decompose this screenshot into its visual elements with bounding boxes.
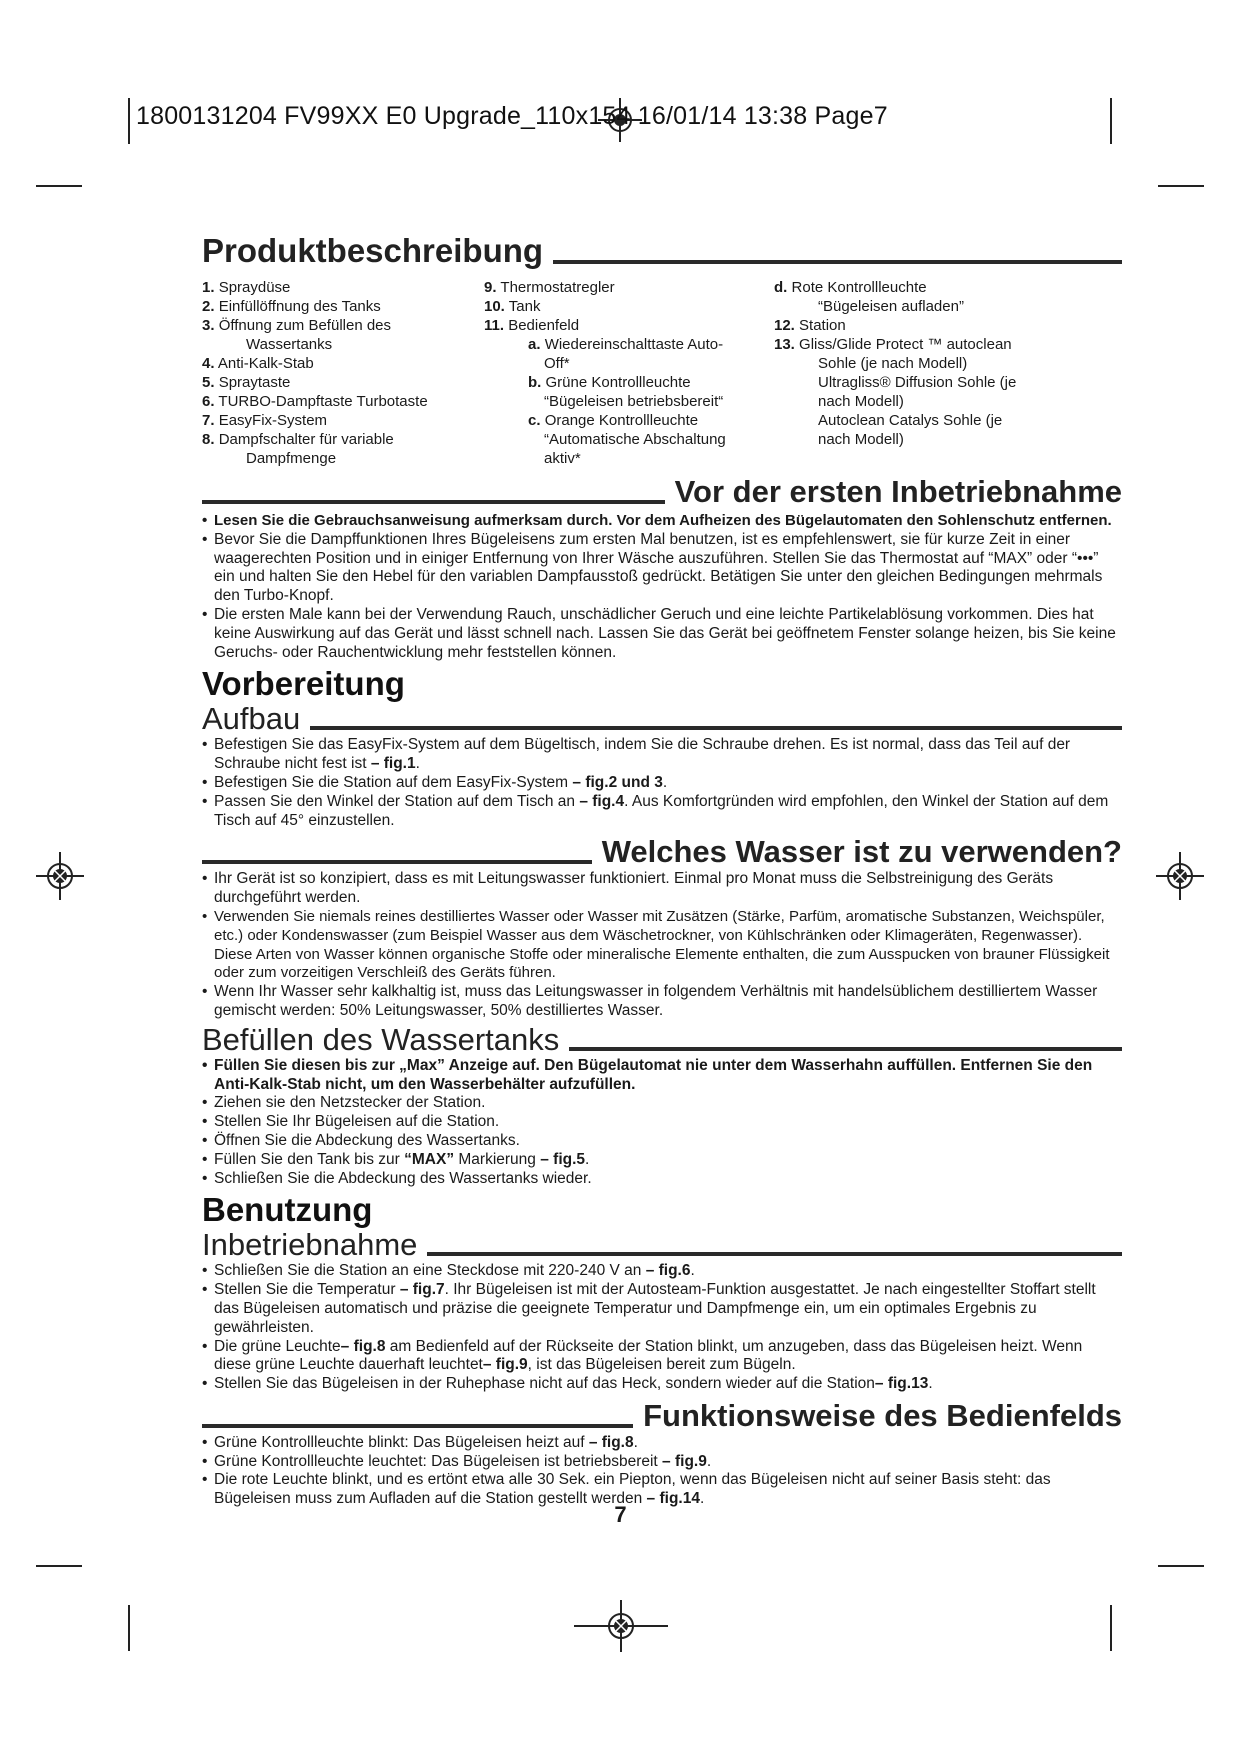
list-item: • Schließen Sie die Abdeckung des Wassertanks wieder.	[202, 1170, 1122, 1189]
item-text: Wiedereinschalttaste Auto-	[544, 336, 724, 353]
parts-list-item	[202, 430, 484, 449]
figure-ref: – fig.4	[579, 792, 625, 810]
item-text: Stellen Sie das Bügeleisen in der Ruhephase nicht auf das Heck, sondern wieder auf die Station	[214, 1375, 875, 1393]
item-number: 8.	[202, 431, 215, 448]
heading-text: Aufbau	[202, 701, 301, 737]
item-text: . Aus Komfortgründen wird empfohlen, den Winkel der Station auf dem Tisch auf 45° einzustellen.	[214, 792, 1109, 829]
heading-rule	[427, 1252, 1122, 1256]
heading-text: Inbetriebnahme	[202, 1227, 418, 1263]
heading-text: Befüllen des Wassertanks	[202, 1021, 560, 1057]
crop-mark-bottom-left-vertical	[128, 1605, 130, 1651]
item-number: 6.	[202, 393, 215, 410]
parts-list-item	[774, 411, 1074, 430]
list-item	[202, 774, 1122, 793]
item-text: Sohle (je nach Modell)	[818, 355, 968, 372]
item-text: “Bügeleisen betriebsbereit“	[544, 393, 724, 410]
figure-ref: – fig.7	[399, 1281, 445, 1299]
parts-list-item	[484, 430, 774, 449]
parts-list-item	[484, 335, 774, 354]
list-item: • Verwenden Sie niemals reines destilliertes Wasser oder Wasser mit Zusätzen (Stärke, Parfüm, aromatische Substanzen, Weichspüler, etc.) oder Kondenswasser (zum Beispiel Wasser aus dem Wäschetrockner, von Kühlschränken oder Klimageräten, Regenwasser). Diese Arten von Wasser können organische Stoffe oder mineralische Elemente enthalten, die zum Ausspucken von brauner Flüssigkeit oder zum vorzeitigen Verschleiß des Geräts führen.	[202, 908, 1122, 983]
list-item: • Ihr Gerät ist so konzipiert, dass es mit Leitungswasser funktioniert. Einmal pro Monat muss die Selbstreinigung des Geräts durchgeführt werden.	[202, 870, 1122, 908]
item-text: Bedienfeld	[508, 317, 580, 334]
parts-column-1	[202, 278, 484, 468]
parts-column-2	[484, 278, 774, 468]
list-item	[202, 1338, 1122, 1376]
figure-ref: – fig.5	[540, 1150, 586, 1168]
crop-mark-top-right-vertical	[1110, 98, 1112, 144]
list-item: • Bevor Sie die Dampffunktionen Ihres Bügeleisens zum ersten Mal benutzen, ist es empfehlenswert, sie für kurze Zeit in einer waagerechten Position und in einiger Entfernung von Ihrer Wäsche auszuführen. Stellen Sie das Thermostat auf “MAX” oder “•••” ein und halten Sie den Hebel für den variablen Dampfausstoß gedrückt. Betätigen Sie unter den gleichen Bedingungen mehrmals den Turbo-Knopf.	[202, 531, 1122, 606]
item-text: Station	[799, 317, 846, 334]
parts-list-item	[484, 373, 774, 392]
parts-list-item	[202, 335, 484, 354]
list-item: • Die ersten Male kann bei der Verwendung Rauch, unschädlicher Geruch und eine leichte Partikelablösung vorkommen. Dies hat keine Auswirkung auf das Gerät und lässt schnell nach. Lassen Sie das Gerät bei geöffnetem Fenster solange heizen, bis Sie keine Geruchs- oder Rauchentwicklung mehr feststellen können.	[202, 606, 1122, 662]
item-text: “Bügeleisen aufladen”	[818, 298, 964, 315]
list-item	[202, 1262, 1122, 1281]
item-text: .	[699, 1490, 705, 1508]
item-text: Orange Kontrollleuchte	[544, 412, 699, 429]
item-text: Ultragliss® Diffusion Sohle (je	[818, 374, 1017, 391]
item-text: Dampfschalter für variable	[218, 431, 394, 448]
item-text: .	[928, 1375, 933, 1393]
subheading-aufbau	[202, 702, 1122, 736]
item-text: nach Modell)	[818, 431, 904, 448]
heading-rule	[569, 1047, 1122, 1051]
item-text: Grüne Kontrollleuchte blinkt: Das Bügeleisen heizt auf	[214, 1433, 589, 1451]
crop-mark-top-right-horizontal	[1158, 185, 1204, 187]
item-text: Spraytaste	[218, 374, 291, 391]
item-text: Befestigen Sie das EasyFix-System auf dem Bügeltisch, indem Sie die Schraube drehen. Es ist normal, dass das Teil auf der Schraube nicht fest ist	[214, 736, 1071, 773]
crop-mark-bottom-left-horizontal	[36, 1565, 82, 1567]
item-text: EasyFix-System	[218, 412, 328, 429]
parts-list-item	[774, 430, 1074, 449]
item-number: 5.	[202, 374, 215, 391]
figure-ref: – fig.1	[370, 755, 416, 773]
item-text: Grüne Kontrollleuchte	[545, 374, 691, 391]
subheading-welches-wasser	[202, 834, 1122, 870]
crop-mark-top-left-horizontal	[36, 185, 82, 187]
item-text: . Ihr Bügeleisen ist mit der Autosteam-Funktion ausgestattet. Je nach eingestellter Stoffart stellt das Bügeleisen automatisch und präzise die geeignete Temperatur und Dampfmenge ein, um ein optimales Ergebnis zu gewährleisten.	[214, 1281, 1096, 1336]
item-text: Schließen Sie die Station an eine Steckdose mit 220-240 V an	[214, 1262, 646, 1280]
list-item	[202, 1281, 1122, 1337]
figure-ref: – fig.6	[645, 1262, 691, 1280]
heading-rule	[553, 260, 1122, 264]
item-text: Gliss/Glide Protect ™ autoclean	[799, 336, 1012, 353]
parts-list-item	[774, 373, 1074, 392]
item-text: Wassertanks	[246, 336, 333, 353]
parts-list-item	[774, 278, 1074, 297]
item-number: 3.	[202, 317, 215, 334]
heading-text: Vor der ersten Inbetriebnahme	[674, 474, 1122, 509]
item-text: aktiv*	[544, 450, 581, 467]
parts-list-item	[484, 354, 774, 373]
item-text: .	[662, 773, 668, 791]
crop-mark-bottom-right-horizontal	[1158, 1565, 1204, 1567]
item-number: 13.	[774, 336, 795, 353]
max-label: “MAX”	[404, 1150, 455, 1168]
item-number: a.	[528, 336, 541, 353]
item-text: Spraydüse	[218, 279, 291, 296]
funktion-list	[202, 1434, 1122, 1509]
item-number: d.	[774, 279, 788, 296]
item-text: TURBO-Dampftaste Turbotaste	[218, 393, 428, 410]
parts-list-item	[202, 354, 484, 373]
list-item	[202, 1151, 1122, 1170]
item-text: Passen Sie den Winkel der Station auf dem Tisch an	[214, 792, 580, 810]
vor-list	[202, 512, 1122, 662]
parts-list	[202, 278, 1122, 468]
item-text: Thermostatregler	[500, 279, 615, 296]
aufbau-list	[202, 736, 1122, 830]
figure-ref: – fig.14	[646, 1490, 700, 1508]
parts-list-item	[484, 297, 774, 316]
heading-rule	[202, 500, 665, 504]
heading-rule	[202, 860, 592, 864]
figure-ref: – fig.8	[588, 1433, 634, 1451]
parts-list-item	[774, 392, 1074, 411]
figure-ref: – fig.13	[874, 1375, 929, 1393]
item-text: .	[585, 1150, 590, 1168]
heading-rule	[202, 1424, 633, 1428]
item-text: Anti-Kalk-Stab	[217, 355, 314, 372]
parts-list-item	[202, 297, 484, 316]
parts-list-item	[774, 316, 1074, 335]
heading-text: Funktionsweise des Bedienfelds	[643, 1397, 1122, 1433]
figure-ref: – fig.8	[340, 1337, 386, 1355]
item-text: Rote Kontrollleuchte	[791, 279, 927, 296]
figure-ref: – fig.9	[482, 1356, 528, 1374]
list-item: • Wenn Ihr Wasser sehr kalkhaltig ist, muss das Leitungswasser in folgendem Verhältnis mit handelsüblichem destilliertem Wasser gemischt werden: 50% Leitungswasser, 50% destilliertes Wasser.	[202, 983, 1122, 1021]
item-text: .	[415, 755, 420, 773]
registration-mark-right-icon	[1156, 852, 1204, 900]
list-item	[202, 1375, 1122, 1394]
crop-mark-top-left-vertical	[128, 98, 130, 144]
list-item	[202, 793, 1122, 831]
item-text: Befestigen Sie die Station auf dem EasyFix-System	[214, 773, 573, 791]
parts-list-item	[202, 392, 484, 411]
item-text: Einfüllöffnung des Tanks	[218, 298, 381, 315]
item-text: Markierung	[454, 1150, 541, 1168]
parts-list-item	[202, 316, 484, 335]
section-heading-benutzung: Benutzung	[202, 1191, 373, 1229]
item-number: 4.	[202, 355, 215, 372]
item-text: .	[706, 1452, 712, 1470]
page-number: 7	[614, 1502, 627, 1527]
item-text: Füllen Sie den Tank bis zur	[214, 1150, 405, 1168]
parts-column-3	[774, 278, 1074, 468]
item-text: am Bedienfeld auf der Rückseite der Station blinkt, um anzugeben, dass das Bügeleisen heizt. Wenn diese grüne Leuchte dauerhaft leuchtet	[214, 1337, 1083, 1374]
befuellen-list	[202, 1057, 1122, 1189]
parts-list-item	[774, 354, 1074, 373]
item-text: Dampfmenge	[246, 450, 337, 467]
list-item: • Füllen Sie diesen bis zur „Max” Anzeige auf. Den Bügelautomat nie unter dem Wasserhahn auffüllen. Entfernen Sie den Anti-Kalk-Stab nicht, um den Wasserbehälter aufzufüllen.	[202, 1057, 1122, 1095]
parts-list-item	[484, 392, 774, 411]
parts-list-item	[202, 373, 484, 392]
section-heading-vor-der-ersten-inbetriebnahme	[202, 474, 1122, 510]
item-text: Grüne Kontrollleuchte leuchtet: Das Bügeleisen ist betriebsbereit	[214, 1452, 663, 1470]
print-header-line: 1800131204 FV99XX E0 Upgrade_110x154 16/01/14 13:38 Page7	[136, 102, 888, 130]
parts-list-item	[484, 278, 774, 297]
subheading-funktionsweise	[202, 1398, 1122, 1434]
inbetriebnahme-list	[202, 1262, 1122, 1394]
parts-list-item	[484, 411, 774, 430]
item-text: .	[633, 1433, 638, 1451]
heading-rule	[310, 726, 1122, 730]
registration-mark-bottom-icon	[574, 1600, 668, 1652]
subheading-inbetriebnahme	[202, 1228, 1122, 1262]
item-number: 7.	[202, 412, 215, 429]
item-number: 1.	[202, 279, 215, 296]
item-text: .	[690, 1262, 695, 1280]
item-text: Die grüne Leuchte	[214, 1337, 341, 1355]
list-item	[202, 736, 1122, 774]
figure-ref: – fig.9	[662, 1452, 707, 1470]
item-number: 12.	[774, 317, 795, 334]
list-item: • Ziehen sie den Netzstecker der Station.	[202, 1094, 1122, 1113]
parts-list-item	[202, 411, 484, 430]
section-heading-vorbereitung: Vorbereitung	[202, 665, 405, 703]
wasser-list	[202, 870, 1122, 1020]
list-item: • Öffnen Sie die Abdeckung des Wassertanks.	[202, 1132, 1122, 1151]
parts-list-item	[202, 278, 484, 297]
heading-text: Welches Wasser ist zu verwenden?	[601, 834, 1122, 870]
list-item: • Stellen Sie Ihr Bügeleisen auf die Station.	[202, 1113, 1122, 1132]
parts-list-item	[202, 449, 484, 468]
item-text: Off*	[544, 355, 570, 372]
item-text: “Automatische Abschaltung	[544, 431, 726, 448]
parts-list-item	[774, 335, 1074, 354]
item-text: nach Modell)	[818, 393, 904, 410]
heading-text: Produktbeschreibung	[202, 232, 544, 269]
item-text: Öffnung zum Befüllen des	[218, 317, 392, 334]
registration-mark-left-icon	[36, 852, 84, 900]
crop-mark-bottom-right-vertical	[1110, 1605, 1112, 1651]
item-text: Tank	[508, 298, 541, 315]
item-number: 11.	[484, 317, 505, 334]
list-item	[202, 1434, 1122, 1453]
item-number: b.	[528, 374, 542, 391]
item-number: 2.	[202, 298, 215, 315]
list-item: • Lesen Sie die Gebrauchsanweisung aufmerksam durch. Vor dem Aufheizen des Bügelautomaten den Sohlenschutz entfernen.	[202, 512, 1122, 531]
parts-list-item	[484, 316, 774, 335]
item-number: c.	[528, 412, 541, 429]
item-text: Die rote Leuchte blinkt, und es ertönt etwa alle 30 Sek. ein Piepton, wenn das Bügeleisen nicht auf seiner Basis steht: das Bügeleisen muss zum Aufladen auf die Station gestellt werden	[214, 1471, 1051, 1508]
parts-list-item	[484, 449, 774, 468]
item-text: , ist das Bügeleisen bereit zum Bügeln.	[527, 1356, 796, 1374]
section-heading-produktbeschreibung	[202, 232, 1122, 270]
page-content	[202, 232, 1122, 1509]
figure-ref: – fig.2 und 3	[572, 773, 663, 791]
item-text: Stellen Sie die Temperatur	[214, 1281, 400, 1299]
parts-list-item	[774, 297, 1074, 316]
item-number: 9.	[484, 279, 497, 296]
item-number: 10.	[484, 298, 505, 315]
item-text: Autoclean Catalys Sohle (je	[818, 412, 1003, 429]
list-item	[202, 1453, 1122, 1472]
subheading-befuellen	[202, 1023, 1122, 1057]
